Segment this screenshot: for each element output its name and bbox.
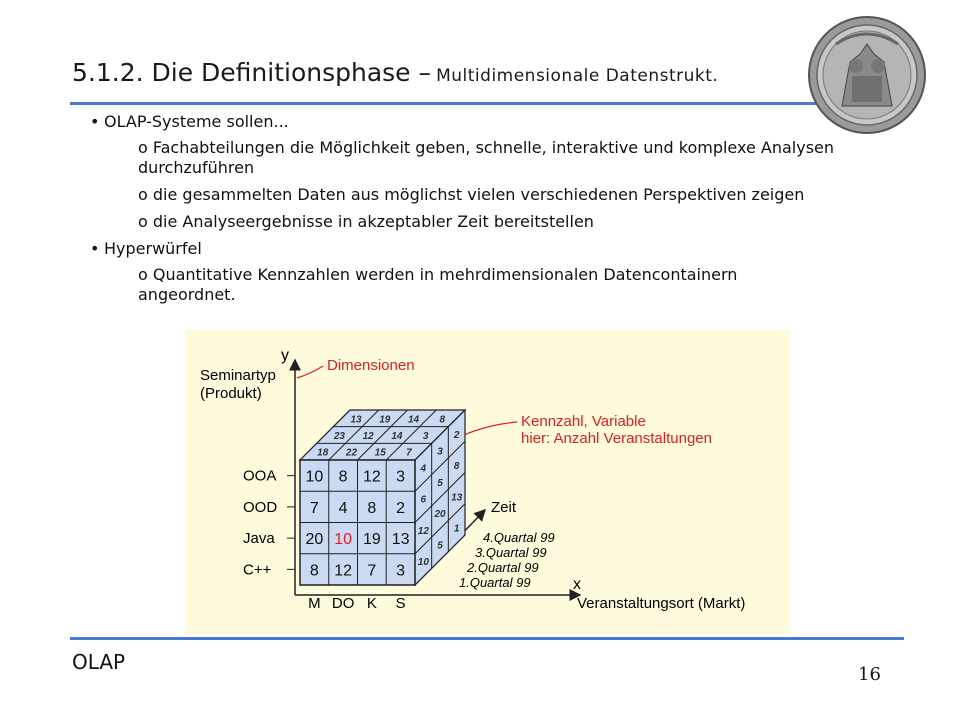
row-label: OOD [243, 498, 278, 516]
footer-rule [70, 637, 904, 640]
bullet-olap: • OLAP-Systeme sollen... [90, 112, 850, 132]
cube-cell: 7 [367, 562, 377, 580]
cube-cell: 13 [391, 531, 410, 549]
column-label: K [366, 595, 377, 612]
cube-cell: 12 [362, 468, 381, 486]
slide-title [72, 58, 718, 87]
cube-side-cell: 3 [437, 446, 443, 458]
slide-title-main: 5.1.2. Die Definitionsphase – [72, 58, 431, 87]
cube-cell: 19 [362, 531, 381, 549]
cube-side-cell: 6 [420, 494, 427, 506]
cube-side-cell: 8 [453, 461, 460, 473]
cube-side-cell: 20 [434, 509, 446, 521]
footer-label: OLAP [72, 650, 126, 674]
title-rule [70, 102, 830, 105]
cube-cell: 4 [338, 499, 348, 517]
kennzahl-label-2: hier: Anzahl Veranstaltungen [521, 430, 712, 447]
cube-side-cell: 13 [451, 492, 463, 504]
cube-side-cell: 4 [420, 463, 427, 475]
quarter-label: 1.Quartal 99 [459, 575, 531, 590]
cube-cell: 7 [309, 499, 319, 517]
cube-side-cell: 5 [437, 540, 443, 552]
x-label: x [573, 576, 581, 593]
cube-top-cell: 8 [439, 414, 446, 426]
hypercube-figure [185, 330, 790, 635]
cube-side-cell: 2 [453, 429, 460, 441]
slide-title-sub: Multidimensionale Datenstrukt. [436, 66, 719, 86]
cube-side-cell: 5 [437, 477, 443, 489]
zeit-label: Zeit [491, 499, 517, 516]
cube-cell: 10 [305, 468, 324, 486]
row-label: OOA [243, 467, 277, 485]
column-label: DO [331, 595, 355, 612]
y-axis-title-2: (Produkt) [200, 385, 262, 402]
cube-cell: 3 [396, 562, 406, 580]
cube-top-cell: 19 [379, 414, 391, 426]
cube-top-cell: 14 [391, 431, 403, 442]
slide-content [90, 112, 850, 312]
cube-cell: 8 [338, 468, 348, 486]
cube-cell: 20 [305, 531, 324, 549]
quarter-label: 2.Quartal 99 [467, 560, 539, 575]
page-number: 16 [858, 664, 881, 685]
cube-top-cell: 14 [407, 414, 420, 426]
list-item: o die Analyseergebnisse in akzeptabler Zeit bereitstellen [138, 212, 594, 231]
column-label: S [395, 595, 406, 612]
y-axis-title: Seminartyp [200, 367, 276, 384]
quarter-label: 4.Quartal 99 [483, 530, 555, 545]
cube-side-cell: 10 [417, 557, 429, 569]
column-label: M [308, 595, 321, 612]
hypercube-diagram [185, 330, 790, 635]
row-label: Java [243, 530, 275, 548]
list-item: o die gesammelten Daten aus möglichst vielen verschiedenen Perspektiven zeigen [138, 185, 805, 204]
cube-top-cell: 23 [333, 431, 345, 442]
cube-top-cell: 18 [317, 447, 329, 459]
cube-top-cell: 13 [350, 414, 362, 426]
cube-cell: 8 [309, 562, 319, 580]
cube-top-cell: 3 [422, 431, 429, 442]
cube-side-cell: 1 [453, 523, 460, 535]
cube-side-cell: 12 [417, 525, 429, 537]
y-label: y [281, 347, 289, 364]
row-label: C++ [243, 561, 272, 579]
cube-top-cell: 7 [406, 447, 412, 459]
x-axis-title: Veranstaltungsort (Markt) [577, 595, 746, 612]
kennzahl-label: Kennzahl, Variable [521, 413, 646, 430]
cube-cell: 3 [396, 468, 406, 486]
cube-top-cell: 15 [374, 447, 386, 459]
cube-cell: 10 [334, 531, 353, 549]
list-item: o Quantitative Kennzahlen werden in mehrdimensionalen Datencontainern angeordnet. [138, 265, 738, 304]
bullet-hyperwuerfel: • Hyperwürfel [90, 239, 850, 259]
cube-cell: 8 [367, 499, 377, 517]
cube-top-cell: 12 [362, 431, 374, 442]
cube-top-cell: 22 [345, 447, 358, 459]
quarter-label: 3.Quartal 99 [475, 545, 547, 560]
list-item: o Fachabteilungen die Möglichkeit geben, schnelle, interaktive und komplexe Analysen durchzuführen [138, 138, 835, 177]
cube-cell: 12 [334, 562, 353, 580]
cube-cell: 2 [396, 499, 406, 517]
dimensionen-label: Dimensionen [327, 357, 415, 374]
